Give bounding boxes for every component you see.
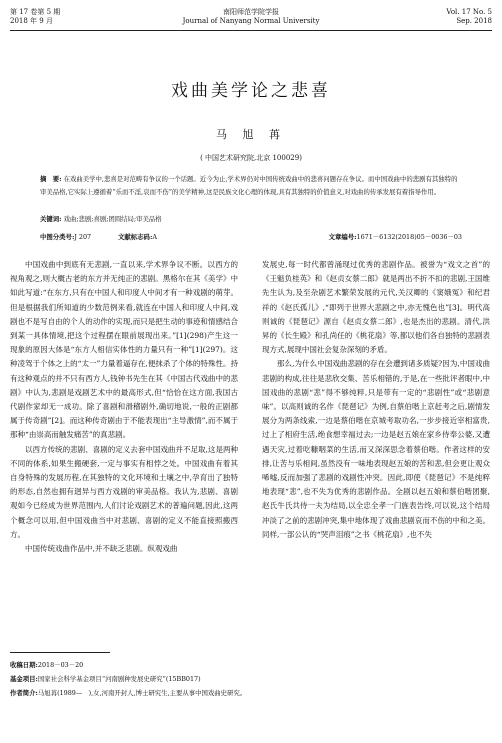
header-center (10, 8, 492, 26)
paragraph: 中国传统戏曲作品中,并不缺乏悲剧。纵观戏曲 (25, 544, 178, 554)
footnote-received (10, 660, 83, 669)
paragraph: 发展史,每一时代都曾涌现过优秀的悲剧作品。被誉为“戏文之首”的《王魁负桂英》和《赵贞女蔡二郎》就是两出不折不扣的悲剧,王国维先生认为,及至杂剧艺术繁荣发展的元代,关汉卿的《窦娥冤》和纪君祥的《赵氏孤儿》,“即列于世界大悲剧之中,亦无愧色也”[3]。明代高则诚的《琵琶记》源自《赵贞女蔡二郎》,也是杰出的悲剧。清代,洪昇的《长生殿》和孔尚任的《桃花扇》等,都以他们各自独特的悲剧表现方式,展现中国社会复杂深刻的矛盾。 (262, 260, 490, 355)
paragraph: 以西方传统的悲剧、喜剧的定义去套中国戏曲并不足取,这是两种不同的体系,如果生搬硬套,一定与事实有相悖之处。中国戏曲有着其自身特殊的发展历程,在其独特的文化环境和土壤之中,孕育出了独特的形态,自然也拥有迥异与西方戏剧的审美品格。我认为,悲剧、喜剧观如今已经成为世界范围内,人们讨论戏剧艺术的普遍问题,因此,这两个概念可以用,但中国戏曲当中对悲剧、喜剧的定义不能直接照搬西方。 (10, 444, 238, 539)
doc-code-label: 文献标志码: (118, 233, 153, 241)
body-column-right (262, 258, 490, 726)
footnote-author-bio (10, 688, 246, 697)
abstract-label: 摘 要: (40, 175, 62, 183)
clc-label: 中图分类号: (40, 233, 75, 241)
keywords (40, 214, 462, 223)
article-number (329, 232, 462, 241)
journal-name-en: Journal of Nanyang Normal University (182, 17, 320, 25)
volume-issue-en: Vol. 17 No. 5 (446, 8, 492, 16)
footnote-fund (10, 674, 201, 683)
abstract-text: 在戏曲美学中,悲喜是对范畴有争议的一个话题。近今为止,学术界仍对中国传统戏曲中的悲喜问题存在争议。而中国戏曲中的悲剧有其独特的审美品格,它实际上遵循着“乐而不淫,哀而不伤”的美学精神,这是民族文化心理的体现,具有其独特的价值意义,对戏曲的传承发展有着指导作用。 (40, 175, 458, 196)
volume-issue: 第 17 卷第 5 期 (10, 8, 61, 16)
header-right (446, 8, 492, 26)
fund-value: 国家社会科学基金项目“河南剧种发展史研究”(15BB017) (37, 675, 201, 683)
footnote-rule (10, 652, 110, 653)
article-number-value: 1671－6132(2018)05－0036－03 (356, 233, 462, 241)
article-author: 马 旭 苒 (216, 128, 286, 141)
fund-label: 基金项目: (10, 675, 38, 683)
author-affiliation: ( 中国艺术研究院,北京 100029) (200, 154, 302, 162)
header-rule (10, 30, 492, 31)
running-header (10, 6, 492, 32)
issue-date: 2018 年 9 月 (10, 17, 53, 25)
received-value: 2018－03－20 (37, 661, 84, 669)
doc-code (118, 232, 157, 241)
body-column-left (10, 258, 238, 644)
bio-value: 马旭苒(1989— ),女,河南开封人,博士研究生,主要从事中国戏曲史研究。 (37, 689, 247, 697)
clc (40, 232, 91, 241)
keywords-text: 戏曲;悲剧;喜剧;团圆结局;审美品格 (63, 215, 162, 223)
received-label: 收稿日期: (10, 661, 38, 669)
issue-date-en: Sep. 2018 (456, 17, 492, 25)
keywords-label: 关键词: (40, 215, 62, 223)
paragraph: 那么,为什么中国戏曲悲剧的存在会遭到诸多质疑?因为,中国戏曲悲剧的构成,往往是悲欣交集、苦乐相错的,于是,在一些批评者眼中,中国戏曲的悲剧“悲”得不够纯粹,只是带有一定的“悲剧性”或“悲剧意味”。以高则诚的名作《琵琶记》为例,自蔡伯喈上京赶考之后,剧情发展分为两条线索,一边是蔡伯喈在京城考取功名,一步步接近宰相富贵,过上了相府生活,绝食想幸福过去;一边是赵五娘在家乡侍奉公婆,又遭遇天灾,过着吃糠咽菜的生活,而又深深思念着蔡伯喈。作者这样的安排,让苦与乐相间,虽然没有一味地表现赵五娘的苦和悲,但会更让观众唏嘘,反而加强了悲剧的戏剧性冲突。因此,即使《琵琶记》不是纯粹地表现“悲”,也不失为优秀的悲剧作品。全剧以赵五娘和蔡伯喈团聚,赵氏牛氏共侍一夫为结局,以全忠全孝一门旌表告终,可以说,这个结局冲淡了之前的悲剧冲突,集中地体现了戏曲悲剧哀而不伤的中和之美。同样,一部公认的“哭声泪痕”之书《桃花扇》,也不失 (262, 359, 490, 539)
article-number-label: 文章编号: (328, 233, 357, 241)
bio-label: 作者简介: (10, 689, 38, 697)
journal-name-cn: 南阳师范学院学报 (223, 8, 279, 16)
doc-code-value: A (152, 233, 157, 241)
clc-value: J 207 (74, 233, 92, 241)
article-title: 戏曲美学论之悲喜 (171, 81, 331, 101)
abstract (40, 173, 462, 199)
paragraph: 中国戏曲中到底有无悲剧,一直以来,学术界争议不断。以西方的视角观之,则大概古老的东方并无纯正的悲剧。黑格尔在其《美学》中如此写道:“在东方,只有在中国人和印度人中间才有一种戏剧的萌芽。但是根据我们所知道的少数范例来看,就连在中国人和印度人中间,戏剧也不是写自由的个人的动作的实现,而只是把生动的事迹和情感结合到某一具体情境,把这个过程摆在眼前展现出来。”[1](298)产生这一现象的原因大体是“东方人相信实体性的力量只有一种”[1](297)。这种凌驾于个体之上的“太一”力量着逼存在,便抹杀了个体的特殊性。持有这种观点的并不只有西方人,钱钟书先生在其《中国古代戏曲中的悲剧》中认为,悲剧是戏剧艺术中的最高形式,但“恰恰在这方面,我国古代剧作家却无一成功。除了喜剧和滑稽剧外,确切地说,一般的正剧都属于传奇剧”[2]。而这种传奇剧由于不能表现出“主导激情”,而不属于那种“由崇高而触发痛苦”的真悲剧。 (10, 260, 238, 440)
